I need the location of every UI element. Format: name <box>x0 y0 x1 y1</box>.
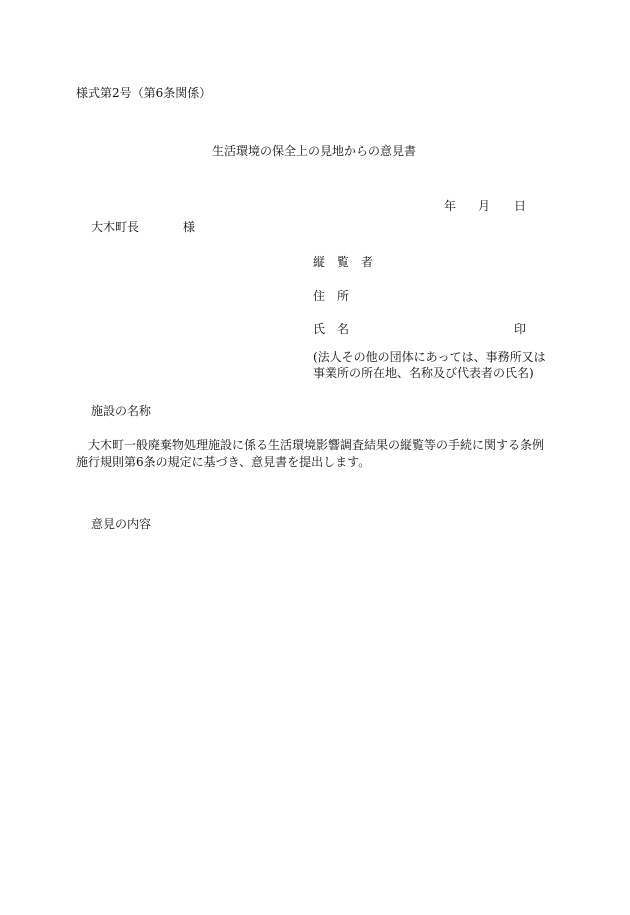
date-year-label: 年 <box>444 199 457 213</box>
date-month-label: 月 <box>478 199 491 213</box>
viewer-char-2: 覧 <box>337 255 350 269</box>
name-char-2: 名 <box>337 322 350 336</box>
address-char-1: 住 <box>313 289 326 303</box>
name-char-1: 氏 <box>313 322 326 336</box>
corporate-note-line-1: (法人その他の団体にあっては、事務所又は <box>313 350 546 364</box>
corporate-note-line-2: 事業所の所在地、名称及び代表者の氏名) <box>313 366 534 380</box>
viewer-char-3: 者 <box>361 255 374 269</box>
addressee-name: 大木町長 <box>91 220 140 234</box>
viewer-char-1: 縦 <box>313 255 326 269</box>
date-row <box>444 197 526 215</box>
seal-mark: 印 <box>514 322 527 336</box>
addressee-honorific: 様 <box>183 220 196 234</box>
addressee <box>91 218 195 236</box>
form-number: 様式第2号（第6条関係） <box>76 86 212 100</box>
submission-statement: 大木町一般廃棄物処理施設に係る生活環境影響調査結果の縦覧等の手続に関する条例施行規則第6条の規定に基づき、意見書を提出します。 <box>76 438 545 470</box>
document-title: 生活環境の保全上の見地からの意見書 <box>212 144 417 158</box>
viewer-field-label <box>313 253 373 271</box>
date-day-label: 日 <box>514 199 527 213</box>
name-field-label <box>313 320 349 338</box>
address-char-2: 所 <box>337 289 350 303</box>
address-field-label <box>313 287 349 305</box>
opinion-content-label: 意見の内容 <box>91 517 152 531</box>
facility-name-label: 施設の名称 <box>91 404 152 418</box>
